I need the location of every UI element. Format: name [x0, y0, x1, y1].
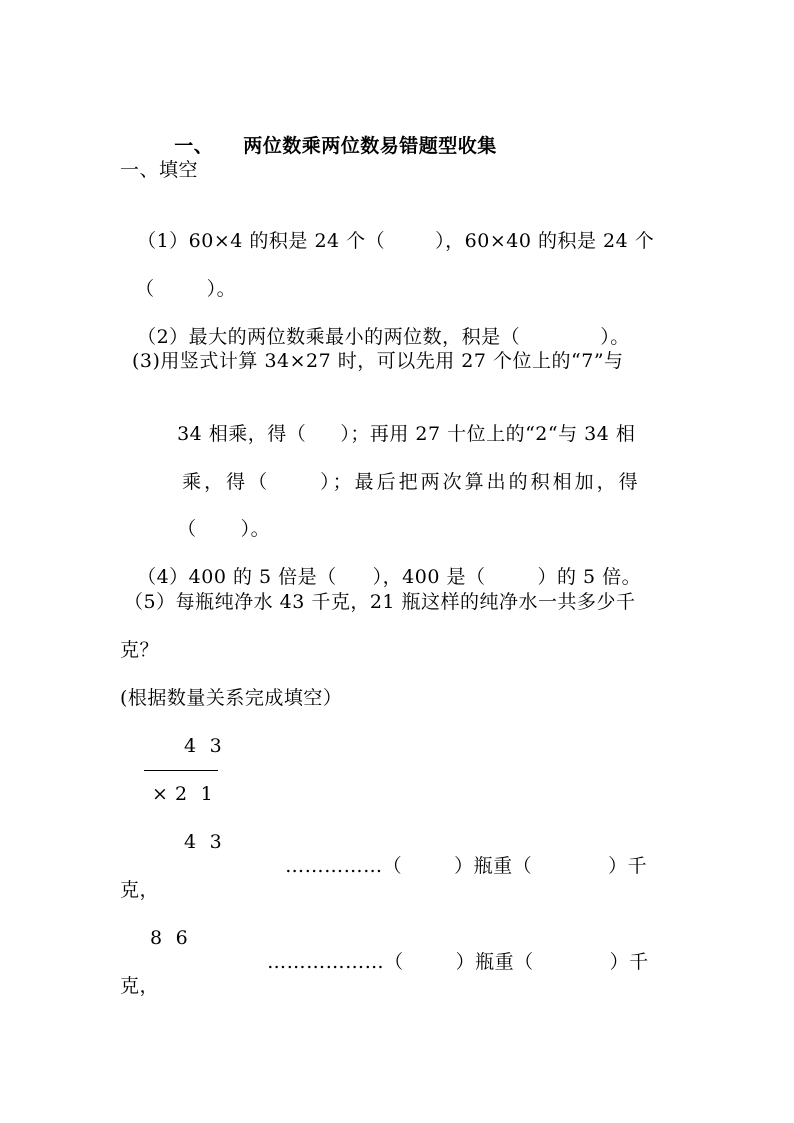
leader-dots: ……………… — [267, 951, 385, 973]
question-3-line-3 — [164, 446, 641, 494]
question-1-line-2 — [122, 253, 236, 301]
question-3-text-a: 34 相乘，得（ — [177, 423, 307, 445]
question-1-text-d: ）。 — [206, 278, 237, 300]
title-number: 一、 — [174, 135, 214, 157]
question-2 — [124, 301, 630, 349]
question-1-text-c: （ — [135, 278, 155, 300]
question-3-text-c: 乘，得（ — [182, 471, 271, 493]
fill-line-1 — [272, 830, 647, 878]
question-1-line-1 — [124, 205, 654, 253]
question-3-line-4 — [164, 493, 270, 541]
question-3-text-f: ）。 — [240, 518, 271, 540]
fill-2-text-c: ）千 — [609, 951, 649, 973]
fill-1-text-b: ）瓶重（ — [454, 855, 533, 877]
question-3-text-d: ）；最后把两次算出的积相加，得 — [320, 471, 641, 493]
vertical-top-rule — [144, 770, 218, 771]
fill-1-wrap: 克， — [120, 879, 160, 901]
fill-2-text-b: ）瓶重（ — [455, 951, 534, 973]
page-title: 两位数乘两位数易错题型收集 — [243, 135, 497, 157]
fill-line-2 — [254, 926, 649, 974]
fill-2-text-a: （ — [384, 951, 404, 973]
question-1-text-b: ），60×40 的积是 24 个 — [435, 230, 655, 252]
question-5-line-2: 克？ — [120, 639, 160, 661]
title-line — [160, 110, 497, 158]
question-3-text-e: （ — [177, 518, 197, 540]
fill-1-text-a: （ — [382, 855, 403, 877]
fill-1-text-c: ）千 — [608, 855, 648, 877]
question-4-text-a: （4）400 的 5 倍是（ — [137, 566, 337, 588]
section-heading: 一、填空 — [120, 159, 199, 181]
question-4 — [124, 541, 641, 589]
fill-2-wrap: 克， — [120, 975, 160, 997]
question-5-hint: (根据数量关系完成填空） — [120, 687, 343, 709]
question-5-line-1: （5）每瓶纯净水 43 千克，21 瓶这样的纯净水一共多少千 — [124, 591, 636, 613]
vertical-multiplicand: 4 3 — [184, 735, 223, 757]
question-2-text-a: （2）最大的两位数乘最小的两位数，积是（ — [137, 326, 521, 348]
question-1-text-a: （1）60×4 的积是 24 个（ — [137, 230, 386, 252]
question-4-text-c: ）的 5 倍。 — [537, 566, 642, 588]
partial-product-2: 8 6 — [150, 927, 189, 949]
question-3-line-2 — [164, 398, 635, 446]
question-4-text-b: ），400 是（ — [372, 566, 486, 588]
question-3-line-1: (3)用竖式计算 34×27 时，可以先用 27 个位上的“7”与 — [132, 350, 624, 372]
leader-dots: …………… — [285, 855, 383, 877]
question-3-text-b: ）；再用 27 十位上的“2“与 34 相 — [340, 423, 636, 445]
question-2-text-b: ）。 — [600, 326, 630, 348]
partial-product-1: 4 3 — [184, 831, 223, 853]
vertical-multiplier: × 2 1 — [152, 783, 214, 805]
